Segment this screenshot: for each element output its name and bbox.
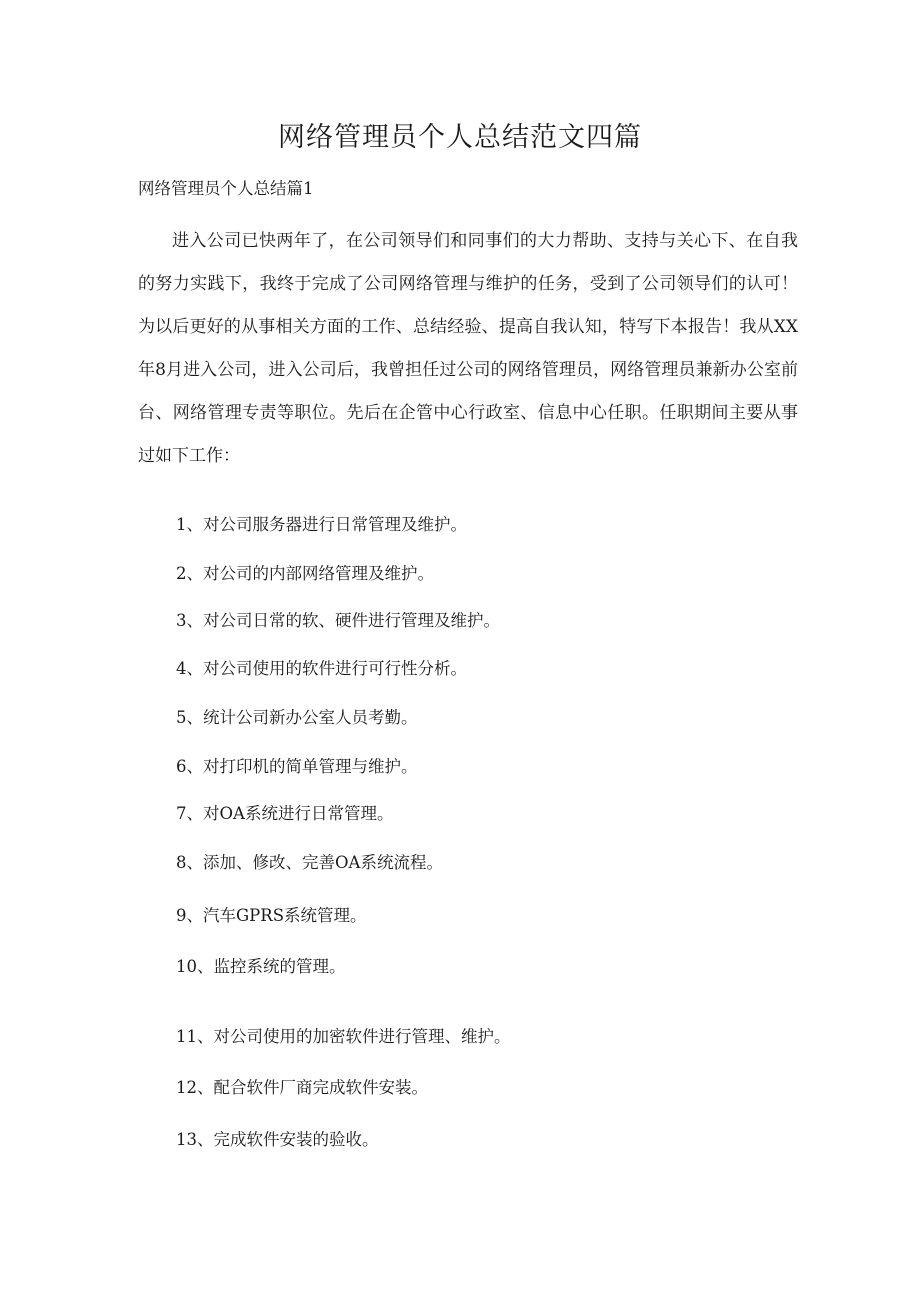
- duty-item-4: 4、对公司使用的软件进行可行性分析。: [176, 659, 467, 678]
- duty-item-13: 13、完成软件安装的验收。: [176, 1130, 379, 1149]
- document-title: 网络管理员个人总结范文四篇: [278, 122, 642, 153]
- duty-item-7: 7、对OA系统进行日常管理。: [176, 804, 394, 823]
- duty-item-2: 2、对公司的内部网络管理及维护。: [176, 564, 434, 583]
- duty-item-11: 11、对公司使用的加密软件进行管理、维护。: [176, 1027, 511, 1046]
- intro-paragraph: 进入公司已快两年了，在公司领导们和同事们的大力帮助、支持与关心下、在自我的努力实践下，我终于完成了公司网络管理与维护的任务，受到了公司领导们的认可！为以后更好的从事相关方面的工作、总结经验、提高自我认知，特写下本报告！我从XX年8月进入公司，进入公司后，我曾担任过公司的网络管理员，网络管理员兼新办公室前台、网络管理专责等职位。先后在企管中心行政室、信息中心任职。任职期间主要从事过如下工作：: [138, 231, 798, 466]
- duty-item-1: 1、对公司服务器进行日常管理及维护。: [176, 515, 467, 534]
- duty-item-6: 6、对打印机的简单管理与维护。: [176, 757, 418, 776]
- duty-item-5: 5、统计公司新办公室人员考勤。: [176, 708, 418, 727]
- duty-item-9: 9、汽车GPRS系统管理。: [176, 906, 367, 925]
- duty-item-8: 8、添加、修改、完善OA系统流程。: [176, 853, 443, 872]
- duty-item-10: 10、监控系统的管理。: [176, 957, 346, 976]
- duty-item-3: 3、对公司日常的软、硬件进行管理及维护。: [176, 611, 500, 630]
- duty-item-12: 12、配合软件厂商完成软件安装。: [176, 1078, 428, 1097]
- section-heading: 网络管理员个人总结篇1: [138, 179, 314, 198]
